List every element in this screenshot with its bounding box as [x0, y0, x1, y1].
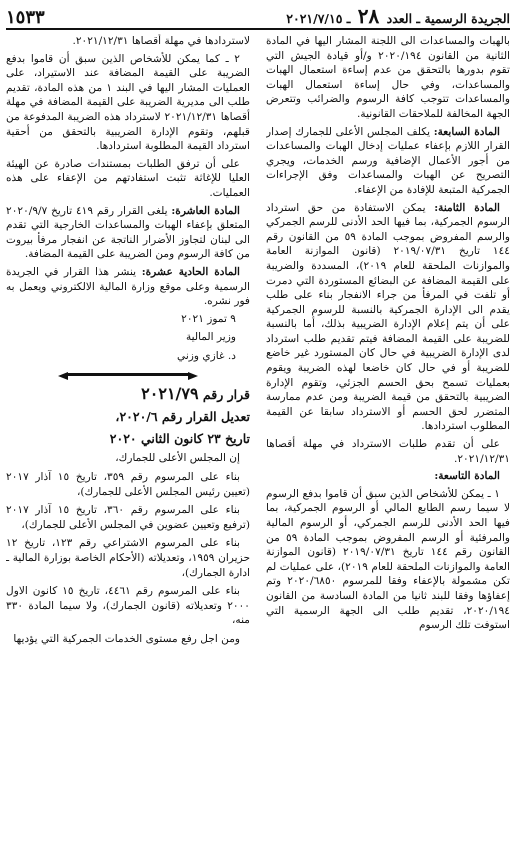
- article-heading: المادة الحادية عشرة:: [141, 265, 240, 278]
- decision-label: قرار رقم: [202, 387, 250, 403]
- preamble-line: بناء على المرسوم رقم ٣٦٠، تاريخ ١٥ آذار ٢٠١٧ (ترفيع وتعيين عضوين في المجلس الأعلى للجمارك)،: [6, 504, 250, 531]
- decision-title: [6, 384, 250, 404]
- decision-date: تاريخ ٢٣ كانون الثاني ٢٠٢٠: [109, 431, 250, 447]
- article-heading: المادة التاسعة:: [434, 470, 500, 483]
- decision-number: ٢٠٢١/٧٩: [141, 384, 199, 404]
- decision-preamble: [6, 451, 250, 646]
- paragraph: ٢ ـ كما يمكن للأشخاص الذين سبق أن قاموا بدفع الضريبة على القيمة المضافة عند الاستيراد، على العمليات المشار اليها في البند ١ من هذه المادة، تقديم طلب الى مديرية الضريبة على القيمة المضافة في مهلة أقصاها ٢٠٢١/١٢/٣١ لاسترداد هذه الضريبة المدفوعة من قبلهم، وتقوم الإدارة الضريبية بالتحقق من أحقية استرداد القيمة المطلوبة استردادها.: [6, 52, 250, 153]
- issue-number: ٢٨: [357, 4, 380, 28]
- right-column: [266, 34, 510, 852]
- article-heading: المادة السابعة:: [433, 125, 500, 138]
- gazette-title: [286, 4, 510, 28]
- page-number: ١٥٣٣: [6, 7, 45, 28]
- signature-title: وزير المالية: [185, 331, 236, 344]
- article-heading: المادة العاشرة:: [171, 204, 240, 217]
- article-text: يمكن الاستفادة من حق استرداد الرسوم الجمركية، بما فيها الحد الأدنى للرسم الجمركي والرسم المفروض بموجب المادة ٥٩ من القانون رقم ١٤٤ تاريخ ٢٠١٩/٠٧/٣١ (قانون الموازنة العامة والموازنات الملحقة للعام ٢٠١٩)، المسددة والضريبة على القيمة المضافة عن البضائع المستوردة التي دمرت أو تلفت في المرفأ من جراء الانفجار بناء على طلب يقدم الى الإدارة الجمركية بالنسبة للرسوم الجمركية على أن يتم إعلام الإدارة الضريبية بذلك، أما بالنسبة للضريبة على القيمة المضافة فيتم تقديم طلب استرداد لدى الإدارة الضريبية في حال كان المستورد غير خاضع للضريبة أو في حال كان خاضعا لهذه الضريبة ويقوم بعمليات تسمح بحق الحسم الجزئي، وتقوم الإدارة الضريبية بالتحقق من قيمة الضريبة ومن عدم ممارسة المتضرر لحق الحسم أو الاسترداد سابقا عن القيمة المطلوب استردادها.: [266, 201, 510, 433]
- paragraph: على أن تقدم طلبات الاسترداد في مهلة أقصاها ٢٠٢١/١٢/٣١.: [266, 438, 510, 465]
- decision-subtitle: تعديل القرار رقم ٢٠٢٠/٦،: [115, 409, 250, 425]
- left-column: [6, 34, 250, 852]
- article-text: يلغى القرار رقم ٤١٩ تاريخ ٢٠٢٠/٩/٧ المتعلق بإعفاء الهبات والمساعدات الخارجية التي تقدم الى لبنان لتجاوز الأضرار الناتجة عن انفجار مرفأ بيروت من كافة الرسوم ومن الضريبة على القيمة المضافة.: [6, 204, 250, 261]
- article-text: يكلف المجلس الأعلى للجمارك إصدار القرار اللازم بإعفاء عمليات إدخال الهبات والمساعدات من أجور الأعمال الإضافية ورسم الخدمات، ويجري التصريح عن الهبات والمساعدات وفق الإجراءات الجمركية المتبعة للإفادة من الإعفاء.: [266, 125, 510, 196]
- gazette-name: الجريدة الرسمية ـ العدد: [386, 11, 510, 26]
- section-divider: [68, 373, 188, 376]
- paragraph: بالهبات والمساعدات الى اللجنة المشار اليها في المادة الثانية من القانون ٢٠٢٠/١٩٤ و/أو قيادة الجيش التي تقوم بدورها بالتحقق من عدم إساءة استعمال الهبات والمساعدات، وفي حال إساءة استعمال الهبات والمساعدات تتوجب كافة الرسوم والضرائب وتتعرض الجهة المخالفة للملاحقات القانونية.: [266, 35, 510, 120]
- preamble-line: بناء على المرسوم رقم ٤٤٦١، تاريخ ١٥ كانون الاول ٢٠٠٠ وتعديلاته (قانون الجمارك)، ولا سيما المادة ٣٣٠ منه،: [6, 585, 250, 627]
- signature-name: د. غازي وزني: [176, 349, 236, 362]
- signature-date: ٩ تموز ٢٠٢١: [181, 312, 236, 325]
- paragraph: على أن ترفق الطلبات بمستندات صادرة عن الهيئة العليا للإغاثة تثبت استفادتهم من الإعفاء على هذه العمليات.: [6, 157, 250, 199]
- issue-date: ـ ٢٠٢١/٧/١٥: [286, 11, 351, 26]
- article-9-paragraph: ١ ـ يمكن للأشخاص الذين سبق أن قاموا بدفع الرسوم لا سيما رسم الطابع المالي أو الرسوم الجمركية، بما فيها الحد الأدنى للرسم الجمركي، أو الرسوم المالية والمرفئية أو الرسم المفروض بموجب المادة ٥٩ من القانون رقم ١٤٤ تاريخ ٢٠١٩/٠٧/٣١ (قانون الموازنة العامة والموازنات الملحقة للعام ٢٠١٩)، على عمليات لم تكن مشمولة بالإعفاء وفقا للمرسوم ٢٠٢٠/٦٨٥٠ وتم إعفاؤها وفقا للبند ثانيا من المادة السادسة من القانون ٢٠٢٠/١٩٤، تقديم طلب الى الجهة الرسمية التي استوفت تلك الرسوم: [266, 487, 510, 632]
- paragraph: لاستردادها في مهلة أقصاها ٢٠٢١/١٢/٣١.: [72, 35, 250, 47]
- preamble-line: ومن اجل رفع مستوى الخدمات الجمركية التي يؤديها: [13, 633, 240, 645]
- article-11: [6, 265, 250, 309]
- preamble-line: بناء على المرسوم رقم ٣٥٩، تاريخ ١٥ آذار ٢٠١٧ (تعيين رئيس المجلس الأعلى للجمارك)،: [6, 471, 250, 498]
- article-8: [266, 201, 510, 435]
- signature-block: [6, 312, 250, 364]
- preamble-line: بناء على المرسوم الاشتراعي رقم ١٢٣، تاريخ ١٢ حزيران ١٩٥٩، وتعديلاته (الأحكام الخاصة بوزارة المالية ـ ادارة الجمارك)،: [6, 537, 250, 579]
- article-text: ينشر هذا القرار في الجريدة الرسمية وعلى موقع وزارة المالية الالكتروني ويعمل به فور نشره.: [6, 265, 250, 308]
- article-heading: المادة الثامنة:: [434, 201, 500, 214]
- preamble-line: إن المجلس الأعلى للجمارك،: [115, 452, 240, 465]
- article-7: [266, 125, 510, 198]
- page-header: [6, 2, 510, 30]
- article-10: [6, 204, 250, 262]
